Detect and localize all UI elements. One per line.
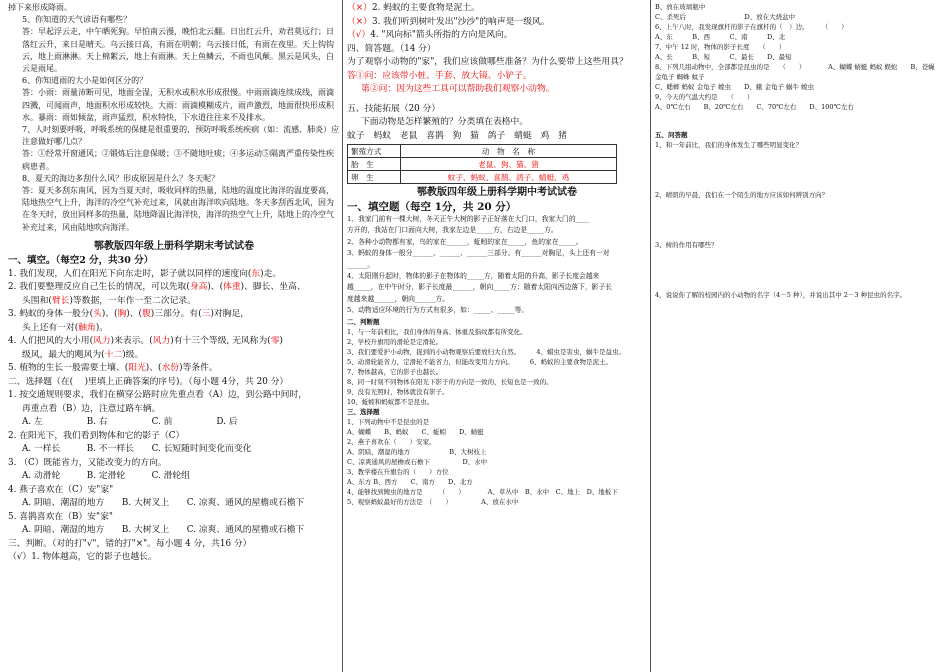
table-header-cell: 繁殖方式	[348, 145, 401, 158]
choice-line: A、东 B、西 C、南 D、北	[655, 33, 786, 41]
choice-line: 7、中午 12 时，物体的影子长度 （ ）	[655, 43, 786, 51]
judge-line: 3、我们要爱护小动物，捉到的小动物观察后要放归大自然。 4、蜡虫是害虫，蜗牛是益虫。	[347, 347, 626, 356]
answer-5: 答：早起浮云走，中午晒死狗。早怕南云漫，晚怕北云翻。日出红云升，劝君莫远行；日落红云升，来日是晴天。乌云接日高，有雨在明朝；乌云接日低，有雨在夜里。天上钩钩云，地上雨淋淋。天上棉絮云，地上有雨淋。天上鱼鳞云，不雨也风颠。黑云是风头，白云是雨尾。	[22, 27, 334, 74]
qa-item: 3、树的作用有哪些？	[655, 241, 718, 249]
choice-line: 4、能够找到鲍虫的地方是 （ ） A、草丛中 B、水中 C、地上 D、地板下	[347, 487, 618, 496]
judge-heading: 三、判断。（对的打"√"，错的打"×"。每小题 4 分，共16 分）	[8, 538, 252, 549]
question-5: 5、你知道的天气谚语有哪些？	[22, 15, 132, 25]
fill-item-3: 3. 蚂蚁的身体一般分(头)、(胸)、(腹)三部分。有(三)对胸足，	[8, 309, 250, 320]
judge-item: （√）1. 物体越高，它的影子也越长。	[8, 552, 157, 563]
choice-line: A、0℃左右 B、20℃左右 C、70℃左右 D、100℃左右	[655, 103, 854, 111]
table-header	[348, 145, 617, 158]
judge-line: 5、动滑轮能省力，定滑轮不能省力，但能改变用力方向。 6、蚂蚁的主要食物是泥土。	[347, 357, 613, 366]
choice-options: A. 阴暗、潮湿的地方 B. 大树叉上 C. 凉爽、通风的屋檐或石檐下	[22, 525, 305, 536]
answer-6: 答：小雨：雨量沛断可见，地面全湿，无积水或积水形成很慢。中雨雨滴连续成线，雨滴四溅，可闻雨声，地面积水形成较快。大雨：雨滴模糊成片，雨声激烈，地面很快形成积水。暴雨：雨如倾盆，雨声猛烈，积水特快，下水道往往来不及排水。	[22, 88, 334, 122]
choice-line: 再重点看（B）边，注意过路车辆。	[22, 403, 161, 414]
animal-list: 蚊子 蚂蚁 老鼠 喜鹊 狗 猫 鸽子 蜻蜓 鸡 猪	[347, 130, 567, 141]
fill-line: 4、太阳刚升起时，物体的影子在物体的_____方，随着太阳的升高，影子长度会越来	[347, 272, 600, 281]
judge-line: 8、同一时刻不同物体在阳光下影子的方向是一致的，长短也是一致的。	[347, 377, 553, 386]
skill-question: 下面动物是怎样繁殖的？分类填在表格中。	[361, 117, 529, 127]
choice-line: 2. 在阳光下，我们看到物体和它的影子（C）	[8, 430, 185, 441]
choice-line: 5、观察蚂蚁最好的方法是 （ ） A、放在水中	[347, 497, 519, 506]
judge-line: 9、没有光照时，物体就没有影子。	[347, 387, 449, 396]
answer-7: 答：①经常开窗通风；②锻炼后注意保暖；③不随地吐痰；④多运动⑤隔离严重传染性疾病患者。	[22, 149, 334, 171]
choice-line: 3、教学楼在升旗台的（ ）方位	[347, 467, 449, 476]
choice-line: 9、今天的气温大约是 （ ）	[655, 93, 754, 101]
judge-item: （×）3. 我们听到树叶发出"沙沙"的响声是一级风。	[347, 16, 550, 27]
table-header-cell: 动 物 名 称	[401, 145, 617, 158]
choice-line: 8、下列几组动物中，全部都是昆虫的是 （ ） A、蝴蝶 蜻蜓 蚂蚁 蜈蚣 B、苍蝇 金龟子 蜘蛛 蚊子	[655, 63, 935, 81]
judge-item: （√）4. "风向标"箭头所指的方向是风向。	[347, 30, 513, 40]
choice-options: A. 一样长 B. 不一样长 C. 长短随时间变化而变化	[22, 444, 252, 455]
table-cell: 卵 生	[348, 171, 401, 184]
judge-line: 7、物体越高，它的影子也越长。	[347, 367, 443, 376]
fill-line: 2、各种小动物都有家，鸟的家在______，蚯蚓的家在_____，鱼的家在_____。	[347, 237, 583, 246]
choice-line: 5. 喜鹊喜欢在（B）安"家"	[8, 511, 113, 522]
fill-item-3-cont: 头上还有一对(触角)。	[22, 322, 109, 333]
column-divider	[342, 0, 343, 672]
short-answer-1: 答①问：应该带小桩、手套、放大镜、小铲子。	[347, 70, 532, 81]
classification-table	[347, 144, 617, 184]
question-7: 7、人吋刻要呼吸，呼吸系统的保健是很重要的，预防呼吸系统疾病（如：流感、肺炎）应注意做好哪几点？	[22, 125, 340, 147]
fill-item-2-cont: 头围和(臂长)等数据，一年作一至二次记录。	[22, 295, 197, 306]
midterm-fill-list	[347, 214, 647, 317]
qa-item: 2、晴朗的早晨，我们在一个陌生的地方应该如何辨别方向？	[655, 191, 829, 199]
short-answer-2: 第②问：因为这些工具可以帮助我们观察小动物。	[361, 84, 555, 94]
choice-heading: 二、选择题（在( )里填上正确答案的序号)。（每小题 4分，共 20 分）	[8, 376, 289, 387]
choice-line: C、杀死后 D、放在大烧盆中	[655, 13, 796, 21]
judge-line: 10、蚯蚓和蚂蚁都不是昆虫。	[347, 397, 434, 406]
qa-heading: 五、问答题	[655, 131, 688, 139]
fill-item-4: 4. 人们把风的大小用(风力)来表示。(风力)有十三个等级, 无风称为(零)	[8, 336, 283, 347]
fill-list	[8, 268, 340, 565]
qa-item: 1、和一年前比，我们的身体发生了哪些明显变化？	[655, 141, 803, 149]
choice-line: 3. （C）既能省力，又能改变力的方向。	[8, 457, 167, 468]
choice-options: A. 左 B. 右 C. 前 D. 后	[22, 417, 238, 428]
answer-8: 答：夏天多刮东南风，因为当夏天时，吸收同样的热量，陆地的温度比海洋的温度要高，陆地热空气上升，海洋的冷空气补充过来，风就由海洋吹向陆地。冬天多刮西北风，因为在冬天时，放出同样多的热量，陆地降温比海洋快，海洋的热空气上升，陆地上的冷空气补充过来，风由陆地吹向海洋。	[22, 186, 334, 232]
table-cell: 胎 生	[348, 158, 401, 171]
qa-item: 4、说说你了解的校园内的小动物的名字（4－5 种），并说出其中 2－3 种昆虫的名字。	[655, 291, 907, 299]
fill-line: 越_____，在中午时分，影子长度最______，朝向_____方；随着太阳向西边落下，影子长	[347, 283, 613, 292]
table-cell: 老鼠、狗、猫、猪	[401, 158, 617, 171]
choice-options: A. 动滑轮 B. 定滑轮 C. 滑轮组	[22, 471, 190, 482]
short-answer-question: 为了观察小动物的"家"，我们应该做哪些准备？为什么要带上这些用具？	[347, 57, 628, 67]
choice-line: 1. 按交通规则要求，我们在横穿公路时应先重点看（A）边，到公路中间时，	[8, 390, 308, 401]
table-row	[348, 158, 617, 171]
skill-heading: 五、技能拓展（20 分）	[347, 103, 441, 114]
choice-heading: 三、选择题	[347, 407, 380, 416]
judge-line: 1、与一年前相比，我们身体的身高、体重及指纹都有所变化。	[347, 327, 527, 336]
column-divider	[650, 0, 651, 672]
question-8: 8、夏天的海边多刮什么风？形成原因是什么？冬天呢？	[22, 173, 220, 183]
answer-text: 掉下来形成降雨。	[8, 3, 72, 12]
short-answer-heading: 四、简答题。（14 分）	[347, 43, 436, 54]
table-row	[348, 171, 617, 184]
judge-item: （×）2. 蚂蚁的主要食物是泥土。	[347, 3, 480, 13]
fill-item-1: 1. 我们发现，人们在阳光下向东走时，影子就以同样的速度向(东)走。	[8, 268, 282, 279]
table-cell: 蚊子、蚂蚁、喜鹊、鸽子、蜻蜓、鸡	[401, 171, 617, 184]
column-middle	[347, 2, 647, 507]
fill-line: ______。	[347, 260, 375, 269]
choice-line: B、放在玻璃瓶中	[655, 3, 706, 11]
choice-line: A、蝴蝶 B、蚂蚁 C、蚯蚓 D、蜻蜓	[347, 427, 484, 436]
fill-line: 1、我家门前有一棵大树，冬天正午大树的影子正好落在大门口，我家大门的____	[347, 215, 590, 223]
column-left	[8, 2, 340, 565]
fill-heading: 一、填空。（每空2 分，共30 分）	[8, 254, 154, 266]
answer-block	[8, 2, 340, 234]
choice-line: A、东方 B、西方 C、南方 D、北方	[347, 477, 473, 486]
choice-line: C、凉爽通风的屋檐或石檐下 D、水中	[347, 457, 488, 466]
choice-line: A、阴暗，潮湿的地方 B、大树枝上	[347, 447, 487, 456]
choice-line: 1、下列动物中不是昆虫的是	[347, 417, 430, 426]
choice-line: 6、上午八时，我发现旗杆的影子在旗杆的（ ）边。 （ ）	[655, 23, 848, 31]
fill-line: 度越来越______，朝向______方。	[347, 294, 449, 303]
judge-heading: 二、判断题	[347, 317, 380, 326]
judge-line: 2、学校升旗用的滑轮是定滑轮。	[347, 337, 443, 346]
final-exam-title: 鄂教版四年级上册科学期末考试试卷	[94, 240, 254, 252]
fill-item-5: 5. 植物的生长一般需要土壤、(阳光)、(水份)等条件。	[8, 363, 218, 374]
choice-line: A、长 B、短 C、最长 D、最短	[655, 53, 792, 61]
choice-options: A. 阴暗、潮湿的地方 B. 大树叉上 C. 凉爽、通风的屋檐或石檐下	[22, 498, 305, 509]
fill-item-2: 2. 我们要整理反应自己生长的情况，可以先取(身高)、(体重)、脚长、坐高、	[8, 282, 306, 293]
fill-line: 3、蚂蚁的身体一般分______、______、______三部分。有______对胸足，头上还有一对	[347, 249, 610, 258]
midterm-judge-list	[347, 317, 647, 507]
choice-continued	[655, 2, 942, 300]
fill-line: 方开的，我站在门口面向大树，我家左边是_____方，右边是_____方。	[347, 226, 558, 235]
choice-line: C、蟋蟀 蚂蚁 金龟子 螳虫 D、蛾 金龟子 蜗牛 螳虫	[655, 83, 815, 91]
fill-item-4-cont: 级风，最大的飓风为(十二)级。	[22, 349, 144, 360]
judge-answers	[347, 2, 647, 143]
choice-line: 4. 燕子喜欢在（C）安"家"	[8, 484, 114, 495]
question-6: 6、你知道雨的大小是如何区分的？	[22, 76, 148, 86]
choice-line: 2、燕子喜欢在（ ）安家。	[347, 437, 436, 446]
midterm-title: 鄂教版四年级上册科学期中考试试卷	[417, 187, 577, 198]
midterm-fill-heading: 一、填空题（每空 1分，共 20 分）	[347, 201, 517, 213]
fill-line: 5、动物适应环境的行为方式有很多，如：_____、_____等。	[347, 306, 529, 315]
column-right	[655, 2, 942, 300]
